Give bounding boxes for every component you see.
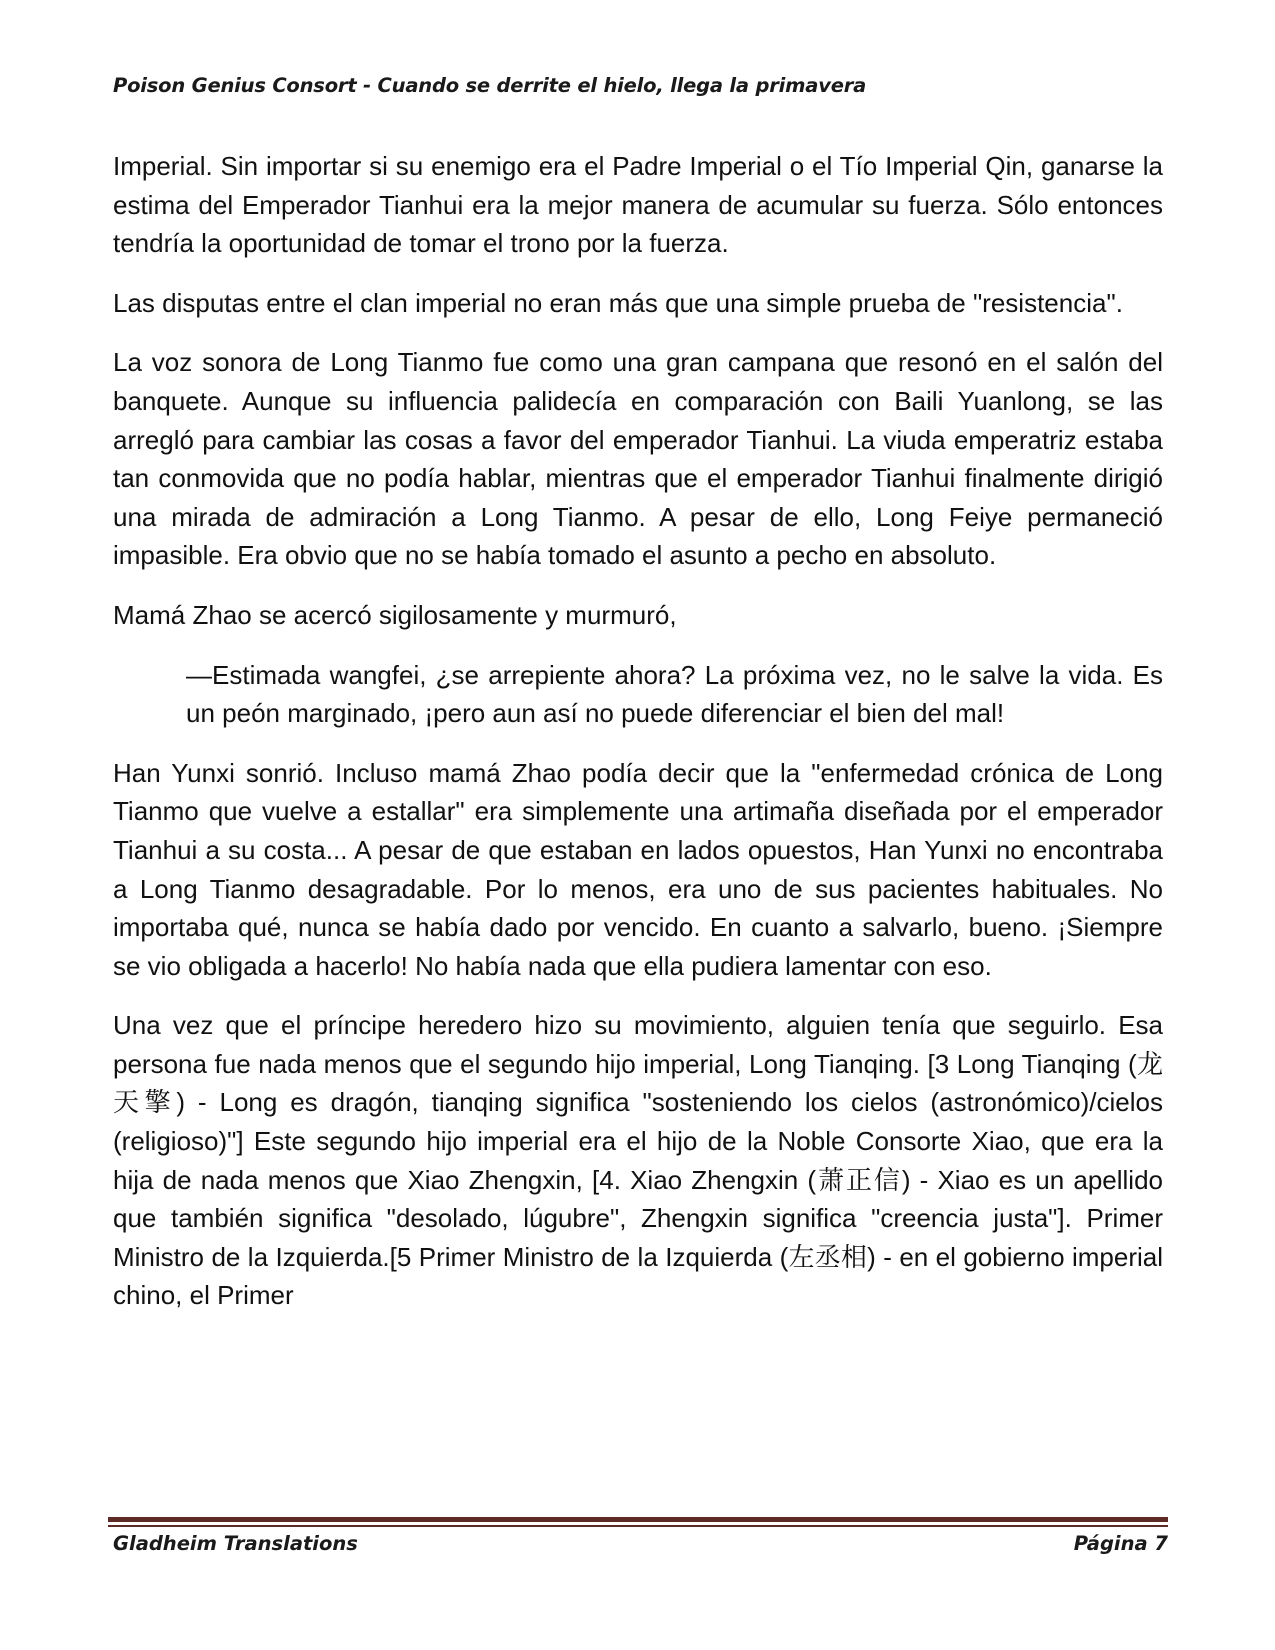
paragraph-1: Imperial. Sin importar si su enemigo era el Padre Imperial o el Tío Imperial Qin, ganarse la estima del Emperador Tianhui era la mejor manera de acumular su fuerza. Sólo entonces tendría la oportunidad de tomar el trono por la fuerza. [113, 151, 1163, 259]
footer-page-number: Página 7 [1073, 1532, 1168, 1555]
paragraph-6: Han Yunxi sonrió. Incluso mamá Zhao podía decir que la "enfermedad crónica de Long Tianmo que vuelve a estallar" era simplemente una artimaña diseñada por el emperador Tianhui a su costa... A pesar de que estaban en lados opuestos, Han Yunxi no encontraba a Long Tianmo desagradable. Por lo menos, era uno de sus pacientes habituales. No importaba qué, nunca se había dado por vencido. En cuanto a salvarlo, bueno. ¡Siempre se vio obligada a hacerlo! No había nada que ella pudiera lamentar con eso. [113, 757, 1163, 981]
footer-translator-name: Gladheim Translations [113, 1532, 358, 1555]
footer-divider-thin [108, 1525, 1168, 1527]
footer-divider-thick [108, 1517, 1168, 1522]
dialogue-paragraph: —Estimada wangfei, ¿se arrepiente ahora? La próxima vez, no le salve la vida. Es un peón marginado, ¡pero aun así no puede diferenciar el bien del mal! [186, 659, 1163, 729]
page-header-title: Poison Genius Consort - Cuando se derrite el hielo, llega la primavera [113, 74, 867, 97]
body-text [113, 147, 1163, 1315]
paragraph-3: La voz sonora de Long Tianmo fue como una gran campana que resonó en el salón del banquete. Aunque su influencia palidecía en comparación con Baili Yuanlong, se las arregló para cambiar las cosas a favor del emperador Tianhui. La viuda emperatriz estaba tan conmovida que no podía hablar, mientras que el emperador Tianhui finalmente dirigió una mirada de admiración a Long Tianmo. A pesar de ello, Long Feiye permaneció impasible. Era obvio que no se había tomado el asunto a pecho en absoluto. [113, 347, 1163, 571]
paragraph-4: Mamá Zhao se acercó sigilosamente y murmuró, [113, 599, 677, 630]
paragraph-7: Una vez que el príncipe heredero hizo su movimiento, alguien tenía que seguirlo. Esa persona fue nada menos que el segundo hijo imperial, Long Tianqing. [3 Long Tianqing (龙天擎) - Long es dragón, tianqing significa "sosteniendo los cielos (astronómico)/cielos (religioso)"] Este segundo hijo imperial era el hijo de la Noble Consorte Xiao, que era la hija de nada menos que Xiao Zhengxin, [4. Xiao Zhengxin (萧正信) - Xiao es un apellido que también significa "desolado, lúgubre", Zhengxin significa "creencia justa"]. Primer Ministro de la Izquierda.[5 Primer Ministro de la Izquierda (左丞相) - en el gobierno imperial chino, el Primer [113, 1010, 1163, 1311]
paragraph-2: Las disputas entre el clan imperial no eran más que una simple prueba de "resistencia". [113, 287, 1123, 318]
